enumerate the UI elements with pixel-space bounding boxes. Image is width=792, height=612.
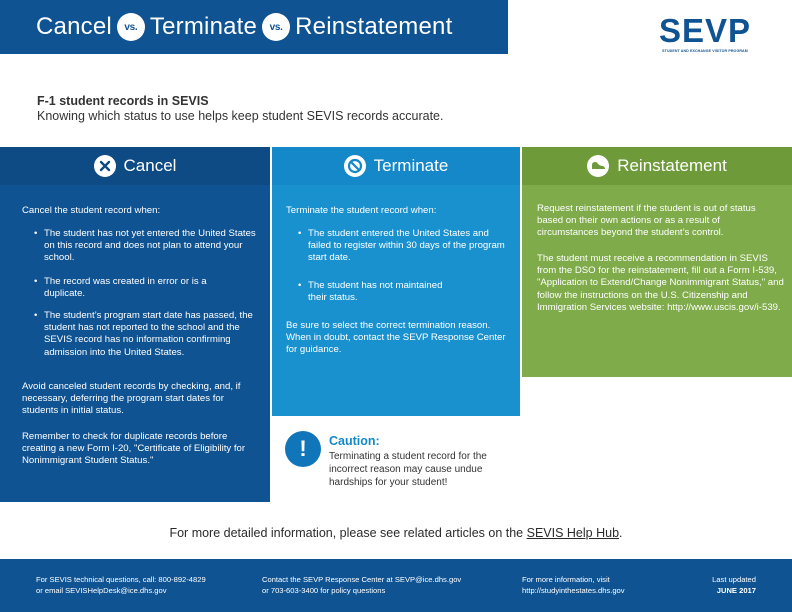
footer-helpdesk-email[interactable]: or email SEVISHelpDesk@ice.dhs.gov [36,586,167,595]
caution-title: Caution: [329,434,380,448]
cancel-header [0,147,270,185]
list-item: • The student has not maintained their status. [298,280,458,304]
footer-updated-date: JUNE 2017 [716,586,756,595]
footer-updated-label: Last updated [712,575,756,584]
shoe-icon [587,155,609,177]
reinstatement-request: Request reinstatement if the student is out of status based on their own actions or as a result of circumstances beyond the student’s control. [537,203,756,239]
footer-response-center[interactable]: Contact the SEVP Response Center at SEVP@ice.dhs.gov [262,575,462,584]
caution-text: Terminating a student record for the incorrect reason may cause undue hardships for your student! [329,451,487,488]
footer-phone: For SEVIS technical questions, call: 800-892-4829 [36,575,206,584]
title-terminate: Terminate [149,13,258,40]
more-info-suffix: . [619,526,623,540]
intro-title: F-1 student records in SEVIS [37,94,209,108]
vs-badge: vs. [262,13,290,41]
list-item: • The student’s program start date has passed, the student has not reported to the school and the SEVIS record has no information confirming admission into the United States. [34,310,256,359]
footer-policy-phone: or 703-603-3400 for policy questions [262,586,386,595]
cancel-reminder: Remember to check for duplicate records before creating a new Form I-20, "Certificate of Eligibility for Nonimmigrant Student Status." [22,431,246,467]
list-item: • The student has not yet entered the United States on this record and does not plan to attend your school. [34,228,256,265]
terminate-heading: Terminate [373,156,449,175]
exclamation-icon: ! [285,431,321,467]
list-item: • The record was created in error or is a duplicate. [34,276,224,300]
list-item: • The student entered the United States and failed to register within 30 days of the program start date. [298,228,506,265]
logo-mark: SEVP [658,12,752,49]
cancel-panel [0,185,270,502]
cancel-lead: Cancel the student record when: [22,205,161,216]
reinstatement-instructions: The student must receive a recommendation in SEVIS from the DSO for the reinstatement, fill out a Form I-539, "Application to Extend/Change Nonimmigrant Status," and follow the instructions on the U.S. Citizenship and Immigration Services website: http://www.uscis.gov/i-539. [537,253,784,313]
no-entry-icon [344,155,366,177]
cancel-heading: Cancel [123,156,177,175]
terminate-panel [272,185,520,416]
terminate-lead: Terminate the student record when: [286,205,437,216]
footer-visit-label: For more information, visit [522,575,610,584]
footer [0,559,792,612]
cancel-advice: Avoid canceled student records by checking, and, if necessary, deferring the program start dates for students in initial status. [22,381,241,417]
sevp-logo [650,14,760,54]
reinstatement-heading: Reinstatement [617,156,727,175]
terminate-guidance: Be sure to select the correct termination reason. When in doubt, contact the SEVP Response Center for guidance. [286,320,506,356]
title-reinstatement: Reinstatement [295,13,453,40]
title-banner [0,0,508,54]
reinstatement-header [522,147,792,185]
footer-study-link[interactable]: http://studyinthestates.dhs.gov [522,586,625,595]
more-info-prefix: For more detailed information, please see related articles on the [169,526,527,540]
title-cancel: Cancel [36,13,112,40]
more-info [0,526,792,540]
x-circle-icon [94,155,116,177]
vs-badge: vs. [117,13,145,41]
terminate-header [272,147,520,185]
logo-subtitle: STUDENT AND EXCHANGE VISITOR PROGRAM [662,49,748,53]
sevis-help-hub-link[interactable]: SEVIS Help Hub [526,526,620,540]
reinstatement-panel [522,185,792,377]
intro-text: Knowing which status to use helps keep student SEVIS records accurate. [37,109,444,123]
